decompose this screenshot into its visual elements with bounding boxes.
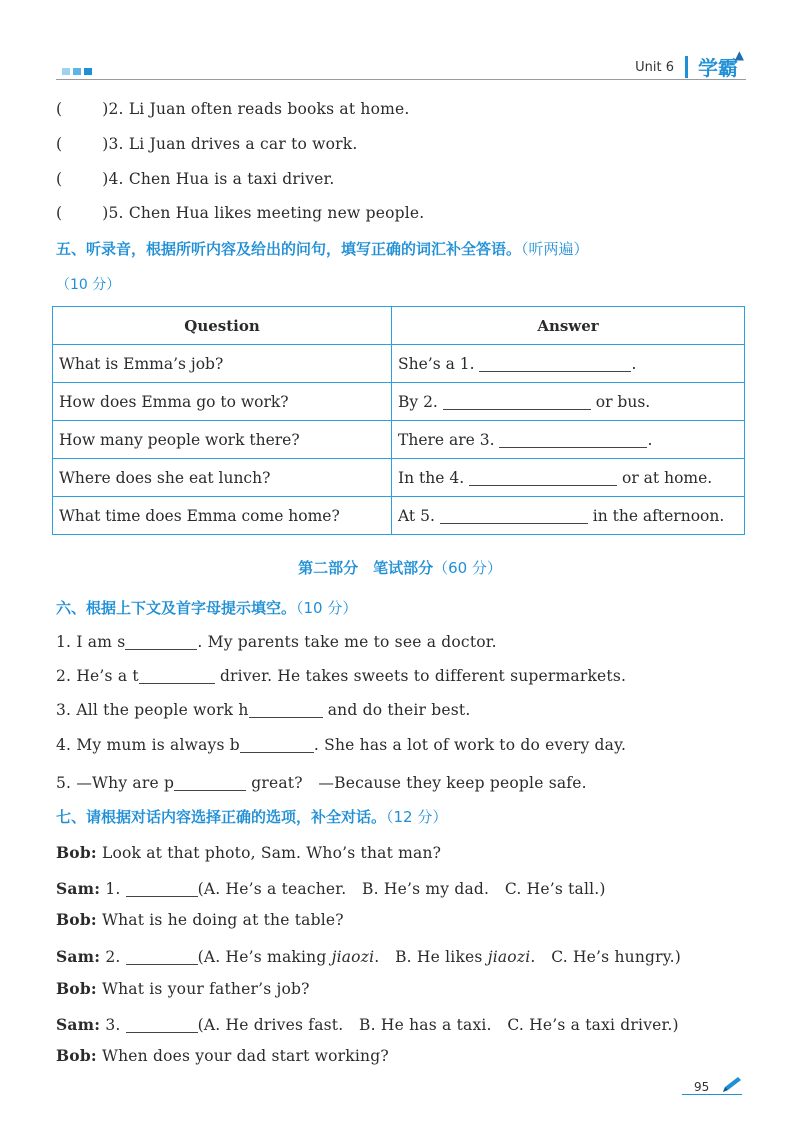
answer-blank-3[interactable] xyxy=(499,431,647,448)
part-two-title xyxy=(0,557,800,578)
section-points: （10 分） xyxy=(296,599,358,617)
brand-logo: 学霸 xyxy=(698,56,738,80)
section-seven-title xyxy=(56,806,447,827)
fill-in-item xyxy=(56,736,626,754)
header-squares-decoration xyxy=(62,68,92,75)
judgement-text: )4. Chen Hua is a taxi driver. xyxy=(102,170,335,188)
option-a-italic: jiaozi xyxy=(331,948,375,966)
unit-label: Unit 6 xyxy=(635,60,674,75)
dialogue-line xyxy=(56,910,344,929)
option-a-text: (A. He’s making xyxy=(197,948,332,966)
question-number: 3. xyxy=(105,1016,121,1034)
qa-table xyxy=(52,306,745,535)
answer-suffix: . xyxy=(647,430,653,449)
part-points: （60 分） xyxy=(433,559,502,577)
table-row xyxy=(53,459,745,497)
fill-blank[interactable] xyxy=(174,775,246,792)
table-row xyxy=(53,497,745,535)
answer-blank-1[interactable] xyxy=(479,355,631,372)
section-five-title xyxy=(56,238,589,259)
column-header-question: Question xyxy=(53,307,392,345)
choice-blank-3[interactable] xyxy=(126,1017,198,1034)
answer-cell xyxy=(392,383,745,421)
page-number-rule xyxy=(682,1094,742,1095)
judgement-paren: ( xyxy=(56,204,63,222)
dialogue-line xyxy=(56,1013,679,1035)
item-suffix: driver. He takes sweets to different supermarkets. xyxy=(214,667,627,685)
speaker-label: Bob: xyxy=(56,843,97,862)
item-suffix: . She has a lot of work to do every day. xyxy=(313,736,627,754)
column-header-answer: Answer xyxy=(392,307,745,345)
item-prefix: 1. I am s xyxy=(56,633,126,651)
answer-prefix: By 2. xyxy=(398,392,438,411)
page-number: 95 xyxy=(694,1080,710,1094)
header-rule xyxy=(56,79,746,80)
question-cell: How does Emma go to work? xyxy=(53,383,392,421)
question-cell: What time does Emma come home? xyxy=(53,497,392,535)
answer-blank-4[interactable] xyxy=(469,469,617,486)
speaker-label: Sam: xyxy=(56,879,101,898)
fill-in-item xyxy=(56,633,497,651)
speaker-label: Bob: xyxy=(56,910,97,929)
fill-in-item xyxy=(56,771,587,793)
judgement-paren: ( xyxy=(56,100,63,118)
dialogue-line xyxy=(56,979,310,998)
answer-cell xyxy=(392,421,745,459)
question-cell: Where does she eat lunch? xyxy=(53,459,392,497)
header-square xyxy=(62,68,70,75)
option-c-text: . C. He’s hungry.) xyxy=(530,948,682,966)
choice-blank-2[interactable] xyxy=(126,949,198,966)
answer-prefix: She’s a 1. xyxy=(398,354,475,373)
question-number: 2. xyxy=(105,948,121,966)
answer-suffix: or bus. xyxy=(595,392,651,411)
dialogue-line xyxy=(56,877,606,899)
fill-blank[interactable] xyxy=(249,702,323,719)
speaker-label: Sam: xyxy=(56,1015,101,1034)
judgement-item xyxy=(56,135,357,153)
dialogue-text: What is your father’s job? xyxy=(101,980,310,998)
judgement-paren: ( xyxy=(56,170,63,188)
speaker-label: Sam: xyxy=(56,947,101,966)
item-prefix: 5. —Why are p xyxy=(56,774,175,792)
answer-cell xyxy=(392,345,745,383)
answer-cell xyxy=(392,459,745,497)
brand-divider xyxy=(685,56,688,78)
fill-in-item xyxy=(56,701,470,719)
dialogue-text: When does your dad start working? xyxy=(101,1047,389,1065)
choice-blank-1[interactable] xyxy=(126,881,198,898)
fill-blank[interactable] xyxy=(125,634,197,651)
answer-prefix: In the 4. xyxy=(398,468,465,487)
question-cell: What is Emma’s job? xyxy=(53,345,392,383)
item-prefix: 2. He’s a t xyxy=(56,667,139,685)
answer-blank-5[interactable] xyxy=(440,507,588,524)
section-title-text: 七、请根据对话内容选择正确的选项，补全对话。 xyxy=(56,808,387,826)
item-suffix: and do their best. xyxy=(322,701,471,719)
judgement-item xyxy=(56,170,335,188)
fill-blank[interactable] xyxy=(139,668,215,685)
fill-in-item xyxy=(56,667,626,685)
answer-prefix: There are 3. xyxy=(398,430,495,449)
table-row xyxy=(53,345,745,383)
section-six-title xyxy=(56,597,357,618)
judgement-text: )3. Li Juan drives a car to work. xyxy=(102,135,358,153)
section-points: （12 分） xyxy=(386,808,448,826)
dialogue-options: (A. He drives fast. B. He has a taxi. C. He’s a taxi driver.) xyxy=(197,1016,679,1034)
dialogue-line xyxy=(56,1046,389,1065)
table-row xyxy=(53,421,745,459)
section-five-points: （10 分） xyxy=(56,277,121,293)
answer-prefix: At 5. xyxy=(398,506,435,525)
answer-suffix: . xyxy=(631,354,637,373)
dialogue-line xyxy=(56,843,441,862)
answer-suffix: in the afternoon. xyxy=(592,506,725,525)
header-square xyxy=(73,68,81,75)
fill-blank[interactable] xyxy=(240,737,314,754)
page-header xyxy=(56,48,746,84)
speaker-label: Bob: xyxy=(56,979,97,998)
judgement-paren: ( xyxy=(56,135,63,153)
judgement-item xyxy=(56,204,424,222)
option-b-italic: jiaozi xyxy=(487,948,531,966)
table-header-row xyxy=(53,307,745,345)
answer-cell xyxy=(392,497,745,535)
answer-suffix: or at home. xyxy=(622,468,713,487)
question-number: 1. xyxy=(105,880,121,898)
part-title-text: 第二部分 笔试部分 xyxy=(298,559,434,577)
judgement-text: )5. Chen Hua likes meeting new people. xyxy=(102,204,425,222)
dialogue-options: (A. He’s a teacher. B. He’s my dad. C. He’s tall.) xyxy=(197,880,606,898)
dialogue-text: Look at that photo, Sam. Who’s that man? xyxy=(101,844,442,862)
section-note: （听两遍） xyxy=(521,240,589,258)
section-title-text: 六、根据上下文及首字母提示填空。 xyxy=(56,599,297,617)
dialogue-line xyxy=(56,945,681,967)
item-prefix: 3. All the people work h xyxy=(56,701,249,719)
item-suffix: great? —Because they keep people safe. xyxy=(246,774,587,792)
dialogue-text: What is he doing at the table? xyxy=(101,911,344,929)
item-suffix: . My parents take me to see a doctor. xyxy=(197,633,497,651)
judgement-item xyxy=(56,100,410,118)
answer-blank-2[interactable] xyxy=(443,393,591,410)
section-title-text: 五、听录音，根据所听内容及给出的问句，填写正确的词汇补全答语。 xyxy=(56,240,522,258)
table-row xyxy=(53,383,745,421)
option-b-text: . B. He likes xyxy=(374,948,488,966)
header-square xyxy=(84,68,92,75)
speaker-label: Bob: xyxy=(56,1046,97,1065)
pencil-icon xyxy=(720,1076,744,1094)
judgement-text: )2. Li Juan often reads books at home. xyxy=(102,100,410,118)
graduation-cap-icon: ▲ xyxy=(734,48,744,62)
item-prefix: 4. My mum is always b xyxy=(56,736,240,754)
question-cell: How many people work there? xyxy=(53,421,392,459)
